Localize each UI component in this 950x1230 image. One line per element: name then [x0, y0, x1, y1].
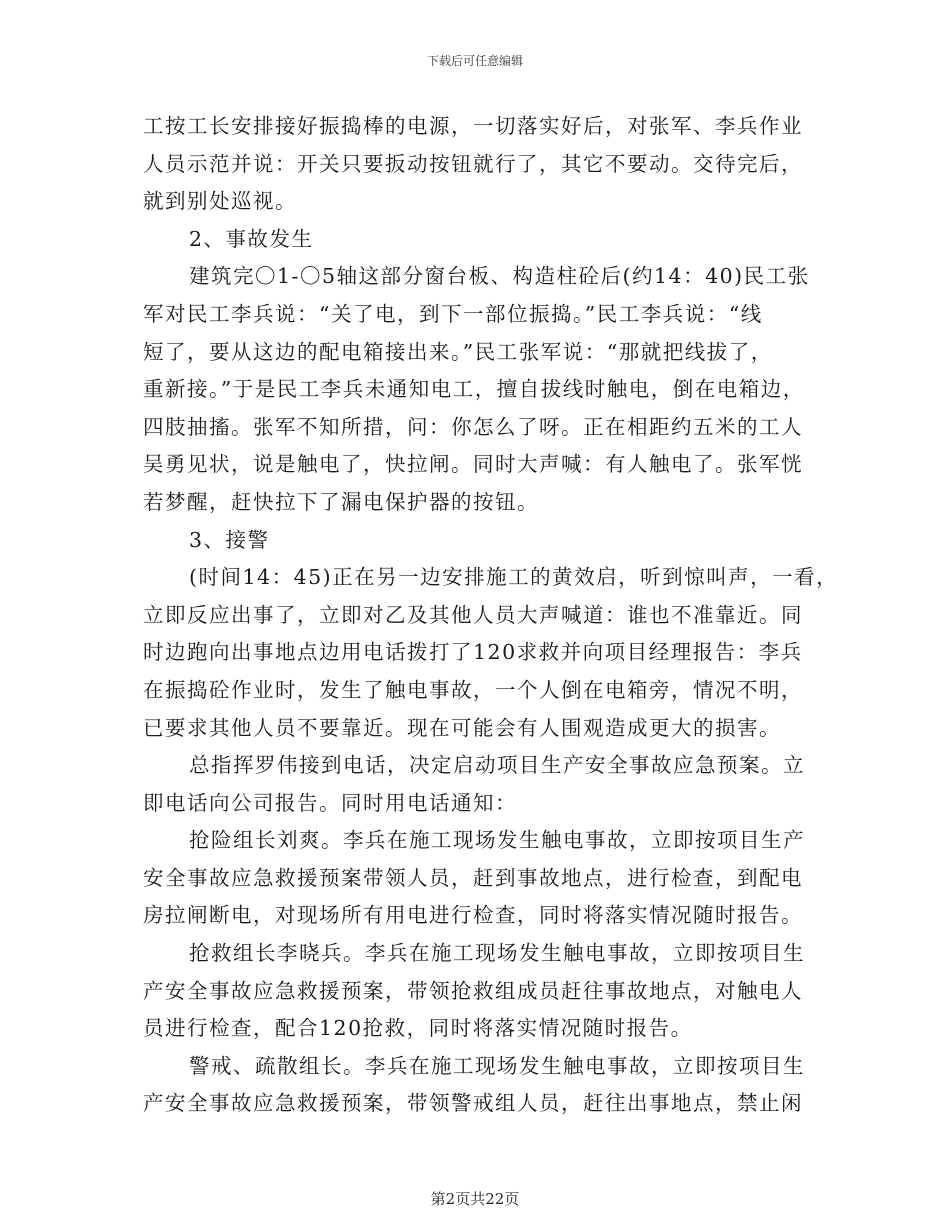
text-line: 安全事故应急救援预案带领人员，赶到事故地点，进行检查，到配电 [143, 865, 803, 890]
text-line: 工按工长安排接好振捣棒的电源，一切落实好后，对张军、李兵作业 [143, 114, 803, 138]
text-line: 警戒、疏散组长。李兵在施工现场发生触电事故，立即按项目生 [189, 1053, 805, 1078]
text-line: 房拉闸断电，对现场所有用电进行检查，同时将落实情况随时报告。 [143, 903, 803, 928]
text-line: 就到别处巡视。 [143, 189, 297, 214]
text-line: 抢救组长李晓兵。李兵在施工现场发生触电事故，立即按项目生 [189, 941, 805, 966]
text-line: 短了，要从这边的配电箱接出来。”民工张军说：“那就把线拔了， [143, 339, 773, 364]
text-line: 产安全事故应急救援预案，带领抢救组成员赶往事故地点，对触电人 [143, 978, 803, 1003]
text-line: (时间14：45)正在另一边安排施工的黄效启，听到惊叫声，一看， [189, 565, 839, 590]
text-line: 抢险组长刘爽。李兵在施工现场发生触电事故，立即按项目生产 [189, 828, 805, 853]
text-line: 总指挥罗伟接到电话，决定启动项目生产安全事故应急预案。立 [189, 753, 805, 778]
text-line: 吴勇见状，说是触电了，快拉闸。同时大声喊：有人触电了。张军恍 [143, 452, 803, 477]
document-body [143, 108, 839, 1123]
text-line: 即电话向公司报告。同时用电话通知： [143, 790, 517, 815]
text-line: 四肢抽搐。张军不知所措，问：你怎么了呀。正在相距约五米的工人 [143, 414, 803, 439]
text-line: 时边跑向出事地点边用电话拨打了120求救并向项目经理报告：李兵 [143, 640, 803, 665]
text-line: 3、接警 [189, 527, 270, 552]
page-header-note: 下载后可任意编辑 [426, 54, 523, 68]
text-line: 2、事故发生 [189, 226, 314, 251]
text-line: 建筑完〇1-〇5轴这部分窗台板、构造柱砼后(约14：40)民工张 [189, 264, 810, 289]
text-line: 立即反应出事了，立即对乙及其他人员大声喊道：谁也不准靠近。同 [143, 602, 803, 627]
page-footer-number: 第2页共22页 [430, 1190, 520, 1208]
text-line: 已要求其他人员不要靠近。现在可能会有人围观造成更大的损害。 [143, 715, 781, 740]
text-line: 若梦醒，赶快拉下了漏电保护器的按钮。 [143, 489, 539, 514]
text-line: 人员示范并说：开关只要扳动按钮就行了，其它不要动。交待完后， [143, 151, 803, 176]
text-line: 在振捣砼作业时，发生了触电事故，一个人倒在电箱旁，情况不明， [143, 677, 803, 702]
text-line: 产安全事故应急救援预案，带领警戒组人员，赶往出事地点，禁止闲 [143, 1091, 803, 1116]
text-line: 员进行检查，配合120抢救，同时将落实情况随时报告。 [143, 1016, 693, 1041]
text-line: 军对民工李兵说：“关了电，到下一部位振捣。”民工李兵说：“线 [143, 301, 763, 326]
text-line: 重新接。”于是民工李兵未通知电工，擅自拔线时触电，倒在电箱边， [143, 377, 805, 402]
